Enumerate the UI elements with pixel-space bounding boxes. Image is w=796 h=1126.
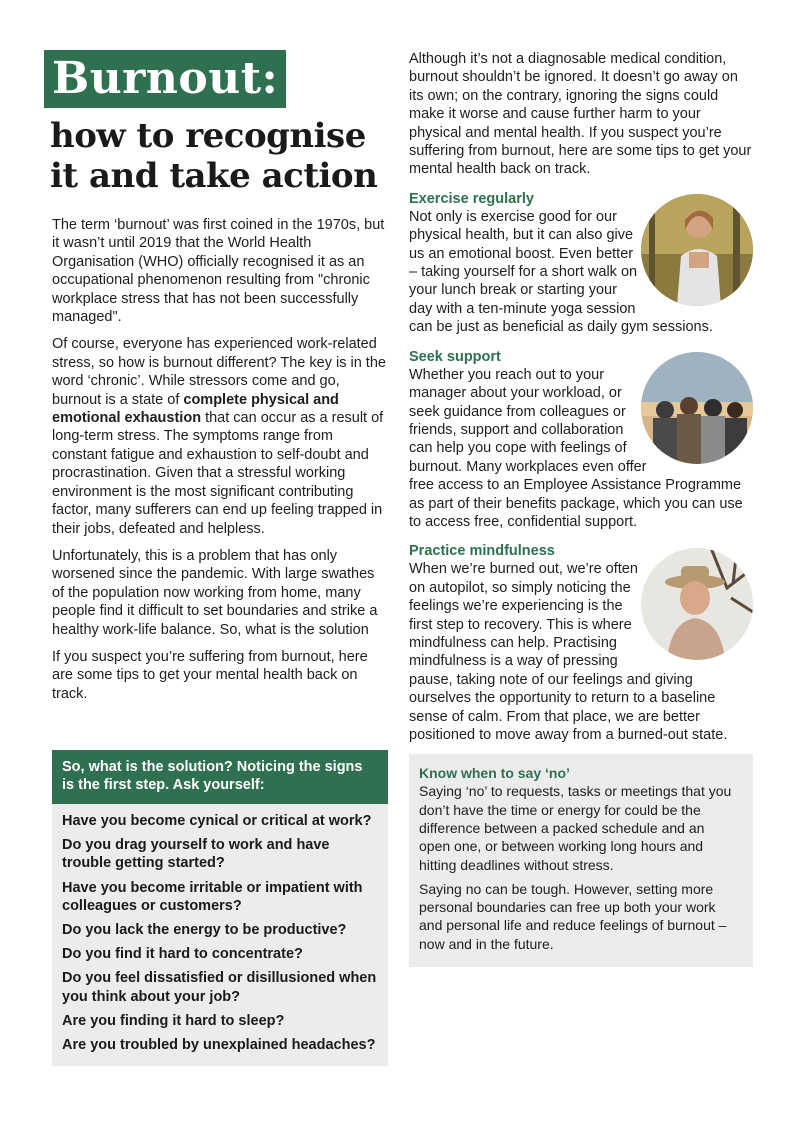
know-heading: Know when to say ‘no’	[419, 765, 570, 782]
know-paragraph-1: Saying ‘no’ to requests, tasks or meetings that you don’t have the time or energy for could be the difference between a packed schedule and an open one, or between working long hours and hitting deadlines without stress.	[419, 783, 732, 873]
ask-yourself-box	[52, 750, 388, 1066]
right-column	[409, 50, 753, 967]
question-item: Do you lack the energy to be productive?	[62, 922, 347, 939]
question-item: Do you feel dissatisfied or disillusioned when you think about your job?	[62, 970, 377, 1005]
woman-exercising-illustration	[641, 194, 753, 306]
ask-yourself-header: So, what is the solution? Noticing the signs is the first step. Ask yourself:	[52, 750, 388, 804]
support-heading: Seek support	[409, 348, 501, 365]
section-exercise	[409, 190, 753, 337]
question-item: Are you troubled by unexplained headaches?	[62, 1037, 376, 1054]
question-item: Have you become irritable or impatient with colleagues or customers?	[62, 879, 363, 914]
exercise-body: Not only is exercise good for our physical health, but it can also give us an emotional boost. Even better – taking yourself for a short walk on your lunch break or starting your day with a ten-minute yoga session can be just as beneficial as daily gym sessions.	[409, 208, 713, 336]
question-item: Have you become cynical or critical at work?	[62, 813, 372, 829]
section-support	[409, 348, 753, 532]
page-title: Burnout:	[44, 50, 286, 108]
question-item: Do you find it hard to concentrate?	[62, 946, 303, 963]
mindfulness-photo	[641, 548, 753, 660]
definition-text-start: Of course, everyone has experienced work-related stress, so how is burnout different? The key is in the word ‘chronic’. While stressors come and go, burnout is a state of	[52, 336, 386, 408]
right-intro-paragraph: Although it’s not a diagnosable medical condition, burnout shouldn’t be ignored. It doesn’t go away on its own; on the contrary, ignoring the signs could make it worse and cause further harm to your physical and mental health. If you suspect you’re suffering from burnout, here are some tips to get your mental health back on track.	[409, 51, 752, 178]
definition-text-end: that can occur as a result of long-term stress. The symptoms range from constant fatigue and exhaustion to self-doubt and procrastination. Given that a stressful working environment is the most significant contributing factor, many sufferers can end up feeling trapped in their jobs, defeated and helpless.	[52, 410, 384, 537]
question-list	[52, 804, 388, 1066]
definition-emphasis: complete physical and emotional exhaustion	[52, 391, 339, 427]
exercise-heading: Exercise regularly	[409, 190, 534, 207]
question-item: Are you finding it hard to sleep?	[62, 1012, 285, 1029]
mindfulness-body: When we’re burned out, we’re often on autopilot, so simply noticing the feelings we’re experiencing is the first step to recovery. This is where mindfulness can help. Practising mindfulness is a way of pressing pause, taking note of our feelings and giving ourselves the opportunity to return to a baseline sense of calm. From that place, we are better positioned to move away from a burned-out state.	[409, 561, 728, 743]
intro-paragraph: The term ‘burnout’ was first coined in the 1970s, but it wasn’t until 2019 that the World Health Organisation (WHO) officially recognised it as an occupational phenomenon resulting from "chronic workplace stress that has not been successfully managed".	[52, 217, 385, 326]
pandemic-paragraph: Unfortunately, this is a problem that has only worsened since the pandemic. With large swathes of the population now working from home, many people find it difficult to set boundaries and strike a healthy work-life balance. So, what is the solution	[52, 547, 378, 638]
left-column	[52, 216, 388, 712]
know-when-to-say-no-box	[409, 754, 753, 967]
know-paragraph-2: Saying no can be tough. However, setting more personal boundaries can free up both your work and personal life and reduce feelings of burnout – now and in the future.	[419, 880, 727, 952]
exercise-photo	[641, 194, 753, 306]
group-of-friends-illustration	[641, 352, 753, 464]
page-subtitle: how to recognise it and take action	[50, 116, 378, 196]
man-with-hat-illustration	[641, 548, 753, 660]
mindfulness-heading: Practice mindfulness	[409, 543, 555, 560]
section-mindfulness	[409, 542, 753, 744]
tips-lead-paragraph: If you suspect you’re suffering from burnout, here are some tips to get your mental health back on track.	[52, 648, 368, 702]
support-photo	[641, 352, 753, 464]
support-body: Whether you reach out to your manager about your workload, or seek guidance from colleagues or friends, support and collaboration can help you cope with feelings of burnout. Many workplaces even offer free access to an Employee Assistance Programme as part of their benefits package, which you can use to access free, confidential support.	[409, 366, 743, 530]
question-item: Do you drag yourself to work and have trouble getting started?	[62, 837, 330, 872]
definition-paragraph	[52, 335, 388, 537]
